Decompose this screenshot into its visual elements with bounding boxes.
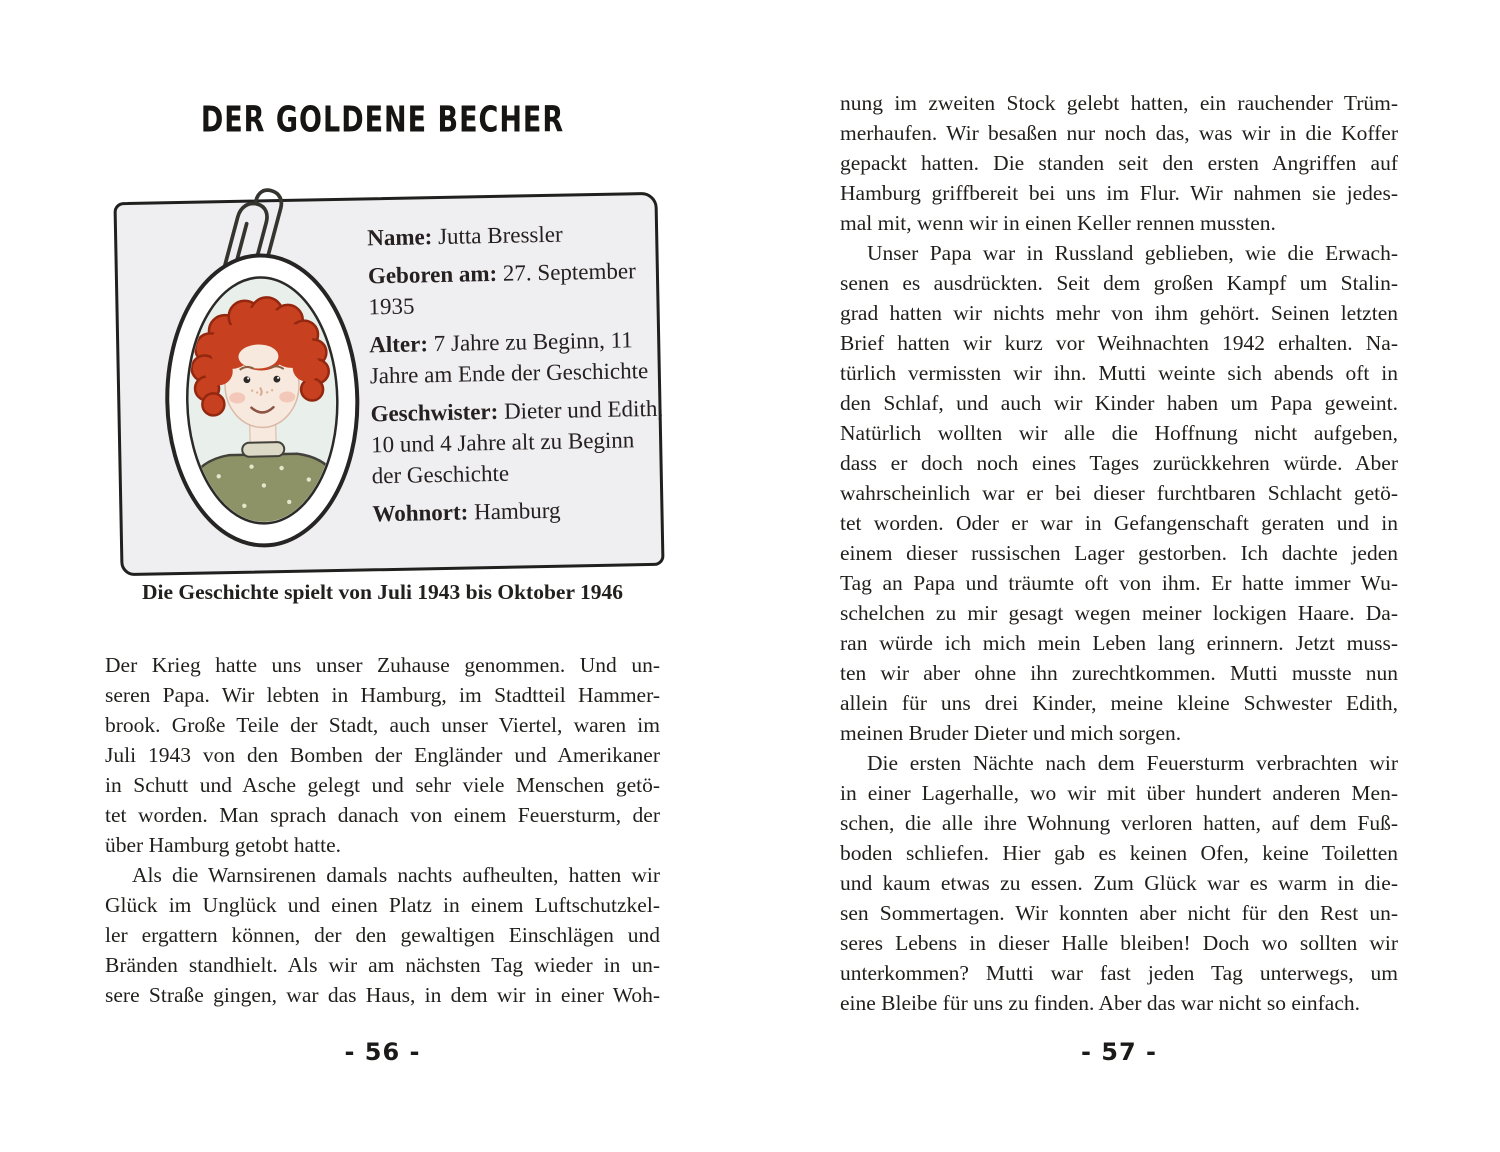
card-field-value: Jutta Bressler [437, 221, 563, 250]
character-card [113, 192, 664, 576]
text-line: einem dieser russischen Lager gestorben. Ich dachte jeden [840, 541, 1398, 565]
text-line: nung im zweiten Stock gelebt hatten, ein rauchender Trüm- [840, 91, 1398, 115]
text-line: ler ergattern können, der den gewaltigen Einschlägen und [105, 923, 660, 947]
card-field [369, 324, 665, 392]
text-line: schelchen zu mir gesagt wegen meiner lockigen Haare. Da- [840, 601, 1398, 625]
page-number-right: - 57 - [1080, 1038, 1158, 1066]
text-line: Juli 1943 von den Bomben der Engländer und Amerikaner [105, 743, 660, 767]
text-line: meinen Bruder Dieter und mich sorgen. [840, 721, 1182, 745]
text-line: ten wir aber ohne ihn zurechtkommen. Mutti musste nun [840, 661, 1398, 685]
text-line: unterkommen? Mutti war fast jeden Tag unterwegs, um [840, 961, 1398, 985]
text-line: boden schliefen. Hier gab es keinen Ofen, keine Toiletten [840, 841, 1398, 865]
page-number-left: - 56 - [344, 1038, 421, 1066]
text-line: den Schlaf, und auch wir Kinder haben um Papa geweint. [840, 391, 1398, 415]
chapter-title: DER GOLDENE BECHER [200, 100, 565, 141]
text-line: Bränden standhielt. Als wir am nächsten Tag wieder in un- [105, 953, 660, 977]
card-field-value: 7 Jahre zu Beginn, 11 Jahre am Ende der Geschichte [369, 327, 649, 389]
text-line: merhaufen. Wir besaßen nur noch das, was wir in die Koffer [840, 121, 1398, 145]
text-line: Natürlich wollten wir alle die Hoffnung nicht aufgeben, [840, 421, 1398, 445]
card-field [370, 393, 667, 492]
portrait-girl-red-curly-hair [159, 249, 365, 553]
body-text-right [840, 88, 1398, 1018]
text-line: über Hamburg getobt hatte. [105, 833, 342, 857]
card-field [368, 255, 664, 323]
body-text-left [105, 650, 660, 1010]
text-line: Tag an Papa und träumte oft von ihm. Er hatte immer Wu- [840, 571, 1398, 595]
text-line: allein für uns drei Kinder, meine kleine Schwester Edith, [840, 691, 1398, 715]
text-line: sen Sommertagen. Wir konnten aber nicht für den Rest un- [840, 901, 1398, 925]
text-line: und kaum etwas zu essen. Zum Glück war es warm in die- [840, 871, 1398, 895]
text-line: Hamburg griffbereit bei uns im Flur. Wir nahmen sie jedes- [840, 181, 1398, 205]
text-line: Unser Papa war in Russland geblieben, wie die Erwach- [867, 241, 1398, 265]
card-field-value: Dieter und Edith, 10 und 4 Jahre alt zu Beginn der Geschichte [370, 395, 664, 489]
text-line: grad hatten wir nichts mehr von ihm gehört. Seinen letzten [840, 301, 1398, 325]
text-line: ran würde ich mich mein Leben lang erinnern. Jetzt muss- [840, 631, 1398, 655]
text-line: seren Papa. Wir lebten in Hamburg, im Stadtteil Hammer- [105, 683, 660, 707]
text-line: eine Bleibe für uns zu finden. Aber das war nicht so einfach. [840, 991, 1361, 1015]
text-line: Als die Warnsirenen damals nachts aufheulten, hatten wir [132, 863, 660, 887]
text-line: Brief hatten wir kurz vor Weihnachten 1942 erhalten. Na- [840, 331, 1398, 355]
text-line: brook. Große Teile der Stadt, auch unser Viertel, waren im [105, 713, 660, 737]
text-line: gepackt hatten. Die standen seit den ersten Angriffen auf [840, 151, 1398, 175]
card-field-label: Alter: [369, 331, 429, 358]
text-line: tet worden. Man sprach danach von einem Feuersturm, der [105, 803, 660, 827]
text-line: türlich vermissten wir ihn. Mutti weinte sich abends oft in [840, 361, 1398, 385]
text-line: Glück im Unglück und einen Platz in einem Luftschutzkel- [105, 893, 660, 917]
card-field-label: Geboren am: [367, 260, 498, 289]
card-field-value: Hamburg [473, 497, 561, 525]
text-line: senen es ausdrückten. Seit dem großen Kampf um Stalin- [840, 271, 1398, 295]
text-line: schen, die alle ihre Wohnung verloren hatten, auf dem Fuß- [840, 811, 1398, 835]
card-field-label: Wohnort: [372, 499, 469, 527]
text-line: Der Krieg hatte uns unser Zuhause genommen. Und un- [105, 653, 660, 677]
text-line: sere Straße gingen, war das Haus, in dem wir in einer Woh- [105, 983, 660, 1007]
text-line: in Schutt und Asche gelegt und sehr viele Menschen getö- [105, 773, 660, 797]
card-field-label: Name: [366, 224, 433, 251]
card-field-value: 27. September 1935 [368, 258, 636, 320]
text-line: mal mit, wenn wir in einen Keller rennen mussten. [840, 211, 1276, 235]
text-line: tet worden. Oder er war in Gefangenschaft geraten und in [840, 511, 1398, 535]
text-line: dass er doch noch eines Tages zurückkehren würde. Aber [840, 451, 1398, 475]
text-line: in einer Lagerhalle, wo wir mit über hundert anderen Men- [840, 781, 1398, 805]
card-field [367, 217, 663, 254]
card-fields [367, 217, 668, 537]
story-timespan-caption: Die Geschichte spielt von Juli 1943 bis Oktober 1946 [142, 580, 623, 604]
card-field [372, 493, 668, 530]
text-line: Die ersten Nächte nach dem Feuersturm verbrachten wir [867, 751, 1398, 775]
card-field-label: Geschwister: [370, 398, 499, 427]
text-line: seres Lebens in dieser Halle bleiben! Doch wo sollten wir [840, 931, 1398, 955]
text-line: wahrscheinlich war er bei dieser furchtbaren Schlacht getö- [840, 481, 1398, 505]
